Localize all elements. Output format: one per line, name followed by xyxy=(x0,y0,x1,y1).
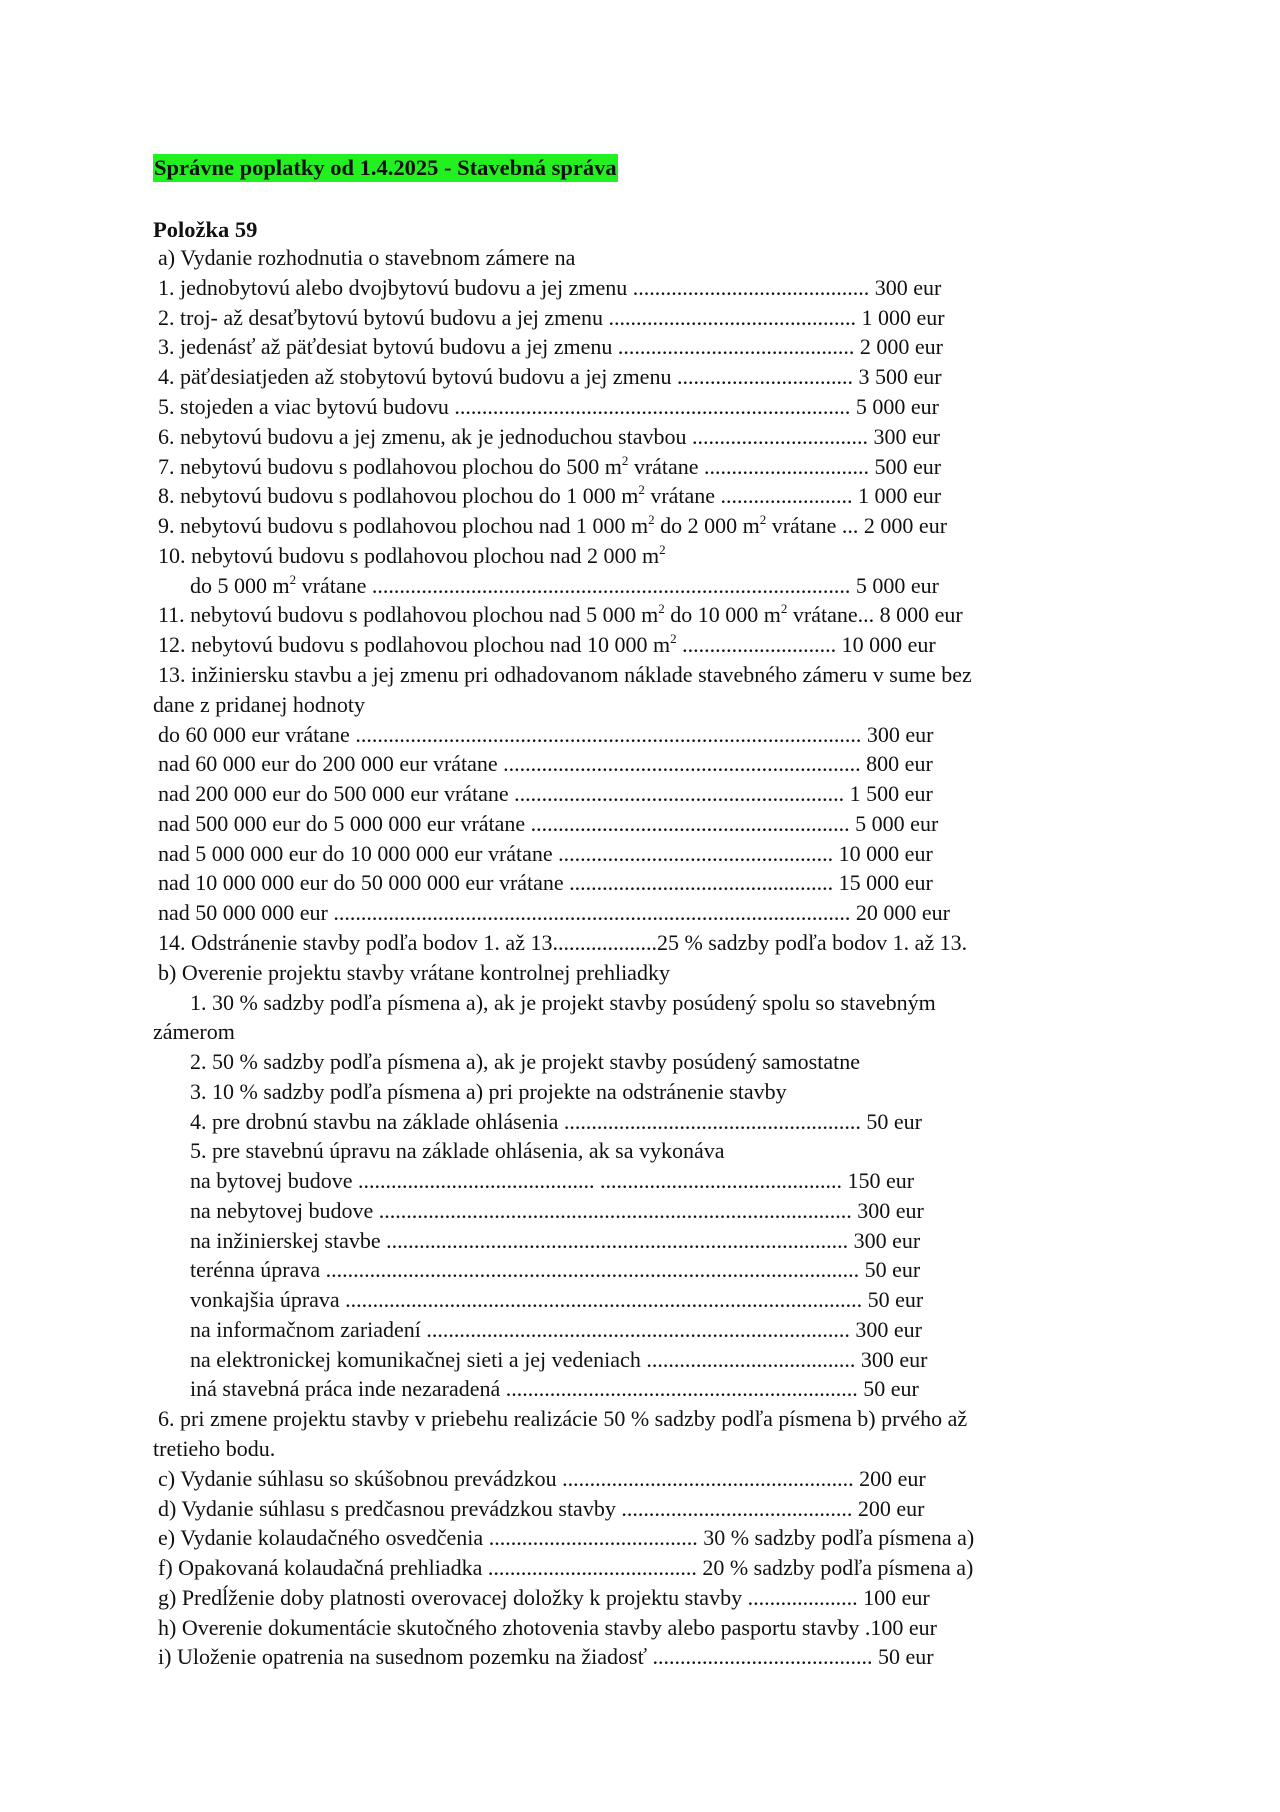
fee-line: 8. nebytovú budovu s podlahovou plochou do 1 000 $m^2$ vrátane ........................ 1 000 eur xyxy=(158,482,942,508)
fee-line: na elektronickej komunikačnej sieti a jej vedeniach ...................................... 300 eur xyxy=(190,1347,928,1372)
fee-line: nad 200 000 eur do 500 000 eur vrátane ............................................................ 1 500 eur xyxy=(158,781,933,806)
fee-line: nad 5 000 000 eur do 10 000 000 eur vrátane .................................................. 10 000 eur xyxy=(158,841,933,866)
fee-line: iná stavebná práca inde nezaradená ................................................................ 50 eur xyxy=(190,1376,919,1401)
fee-line: 14. Odstránenie stavby podľa bodov 1. až 13...................25 % sadzby podľa bodov 1. až 13. xyxy=(158,930,968,955)
fee-line: 1. 30 % sadzby podľa písmena a), ak je projekt stavby posúdený spolu so stavebným xyxy=(190,990,936,1015)
fee-line: na informačnom zariadení ............................................................................. 300 eur xyxy=(190,1317,922,1342)
fee-line: h) Overenie dokumentácie skutočného zhotovenia stavby alebo pasportu stavby .100 eur xyxy=(158,1615,937,1640)
fee-line: 5. pre stavebnú úpravu na základe ohlásenia, ak sa vykonáva xyxy=(190,1138,725,1163)
fee-line: 7. nebytovú budovu s podlahovou plochou do 500 $m^2$ vrátane .............................. 500 eur xyxy=(158,453,942,479)
fee-line: nad 500 000 eur do 5 000 000 eur vrátane .......................................................... 5 000 eur xyxy=(158,811,939,836)
fee-line: i) Uloženie opatrenia na susednom pozemku na žiadosť ........................................ 50 eur xyxy=(158,1644,934,1669)
fee-line: nad 10 000 000 eur do 50 000 000 eur vrátane ................................................ 15 000 eur xyxy=(158,870,933,895)
fee-line: 4. pre drobnú stavbu na základe ohlásenia ...................................................... 50 eur xyxy=(190,1109,922,1134)
fee-line: 1. jednobytovú alebo dvojbytovú budovu a jej zmenu ........................................... 300 eur xyxy=(158,275,942,300)
fee-line: do 60 000 eur vrátane ............................................................................................ 300 eur xyxy=(158,722,934,747)
fee-line: g) Predĺženie doby platnosti overovacej doložky k projektu stavby .................... 100 eur xyxy=(158,1585,930,1610)
fee-line: 3. jedenásť až päťdesiat bytovú budovu a jej zmenu ........................................... 2 000 eur xyxy=(158,334,943,359)
fee-line: nad 60 000 eur do 200 000 eur vrátane ................................................................. 800 eur xyxy=(158,751,933,776)
fee-line: 4. päťdesiatjeden až stobytovú bytovú budovu a jej zmenu ................................ 3 500 eur xyxy=(158,364,942,389)
fee-line: d) Vydanie súhlasu s predčasnou prevádzkou stavby .......................................... 200 eur xyxy=(158,1496,925,1521)
fee-line: 2. troj- až desaťbytovú bytovú budovu a jej zmenu ............................................. 1 000 eur xyxy=(158,305,945,330)
fee-line: f) Opakovaná kolaudačná prehliadka ...................................... 20 % sadzby podľa písmena a) xyxy=(158,1555,974,1580)
document-title: Správne poplatky od 1.4.2025 - Stavebná správa xyxy=(154,155,617,180)
fee-line: 13. inžiniersku stavbu a jej zmenu pri odhadovanom náklade stavebného zámeru v sume bez xyxy=(158,662,972,687)
fee-line: a) Vydanie rozhodnutia o stavebnom zámere na xyxy=(158,245,576,270)
fee-line: dane z pridanej hodnoty xyxy=(153,692,365,717)
fee-line: do 5 000 $m^2$ vrátane ....................................................................................... 5 000 eur xyxy=(190,572,939,598)
fee-line: 12. nebytovú budovu s podlahovou plochou nad 10 000 $m^2$ ............................ 10 000 eur xyxy=(158,631,936,657)
fee-line: 10. nebytovú budovu s podlahovou plochou nad 2 000 $m^2$ xyxy=(158,542,666,568)
fee-line: zámerom xyxy=(153,1019,235,1044)
fee-line: 9. nebytovú budovu s podlahovou plochou nad 1 000 $m^2$ do 2 000 $m^2$ vrátane ... 2 000 eur xyxy=(158,512,948,538)
fee-line: nad 50 000 000 eur .............................................................................................. 20 000 eur xyxy=(158,900,950,925)
fee-line: terénna úprava ................................................................................................. 50 eur xyxy=(190,1257,921,1282)
section-heading: Položka 59 xyxy=(153,217,258,242)
fee-line: b) Overenie projektu stavby vrátane kontrolnej prehliadky xyxy=(158,960,670,985)
fee-line: 6. pri zmene projektu stavby v priebehu realizácie 50 % sadzby podľa písmena b) prvého až xyxy=(158,1406,968,1431)
fee-line: na inžinierskej stavbe .................................................................................... 300 eur xyxy=(190,1228,921,1253)
fee-line: na bytovej budove ........................................... ............................................ 150 eur xyxy=(190,1168,915,1193)
fee-line: 6. nebytovú budovu a jej zmenu, ak je jednoduchou stavbou ................................ 300 eur xyxy=(158,424,941,449)
fee-line: 5. stojeden a viac bytovú budovu ........................................................................ 5 000 eur xyxy=(158,394,939,419)
fee-line: e) Vydanie kolaudačného osvedčenia ...................................... 30 % sadzby podľa písmena a) xyxy=(158,1525,975,1550)
fee-line: vonkajšia úprava .............................................................................................. 50 eur xyxy=(190,1287,924,1312)
fee-line: na nebytovej budove ...................................................................................... 300 eur xyxy=(190,1198,924,1223)
fee-line: 2. 50 % sadzby podľa písmena a), ak je projekt stavby posúdený samostatne xyxy=(190,1049,861,1074)
fee-line: 3. 10 % sadzby podľa písmena a) pri projekte na odstránenie stavby xyxy=(190,1079,787,1104)
fee-line: tretieho bodu. xyxy=(153,1436,276,1461)
fee-line: c) Vydanie súhlasu so skúšobnou prevádzkou ..................................................... 200 eur xyxy=(158,1466,926,1491)
fee-line: 11. nebytovú budovu s podlahovou plochou nad 5 000 $m^2$ do 10 000 $m^2$ vrátane... 8 000 eur xyxy=(158,601,963,627)
